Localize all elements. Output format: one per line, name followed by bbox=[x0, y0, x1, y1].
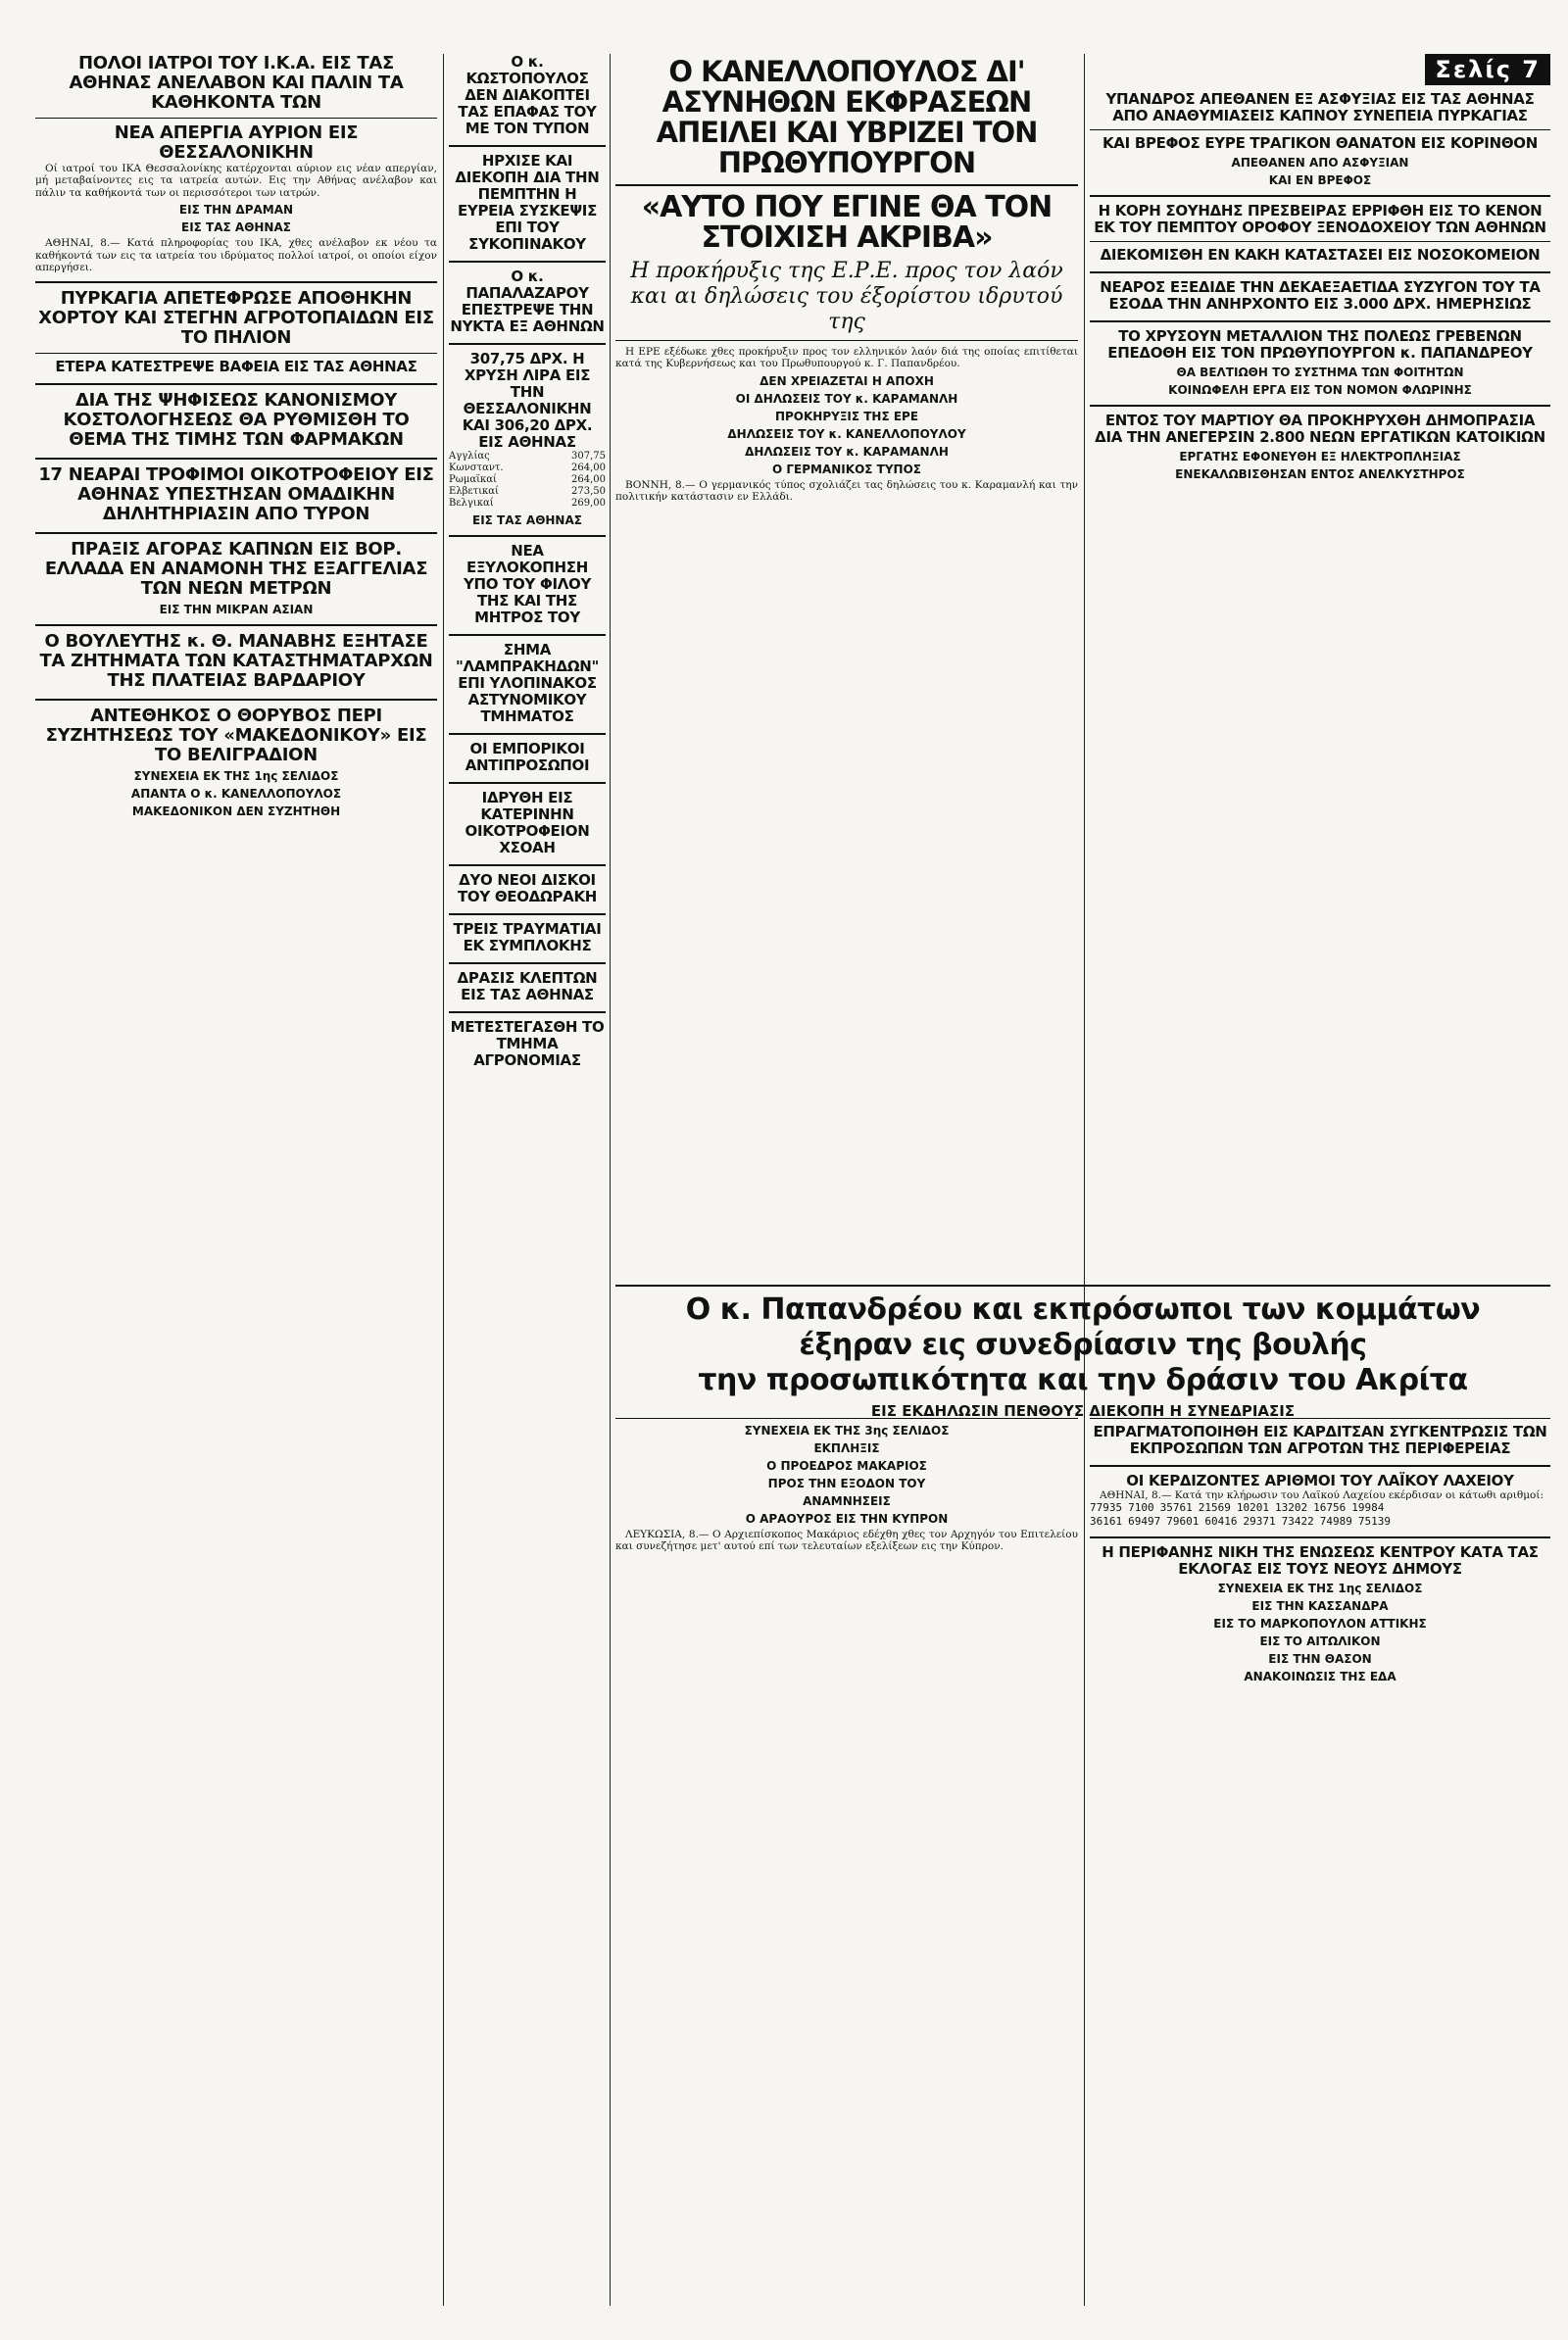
section-heading: ΚΑΙ ΕΝ ΒΡΕΦΟΣ bbox=[1268, 173, 1372, 187]
price-table bbox=[449, 451, 606, 510]
section-heading: ΕΙΣ ΤΟ ΑΙΤΩΛΙΚΟΝ bbox=[1259, 1634, 1381, 1649]
headline: 307,75 ΔΡΧ. Η ΧΡΥΣΗ ΛΙΡΑ ΕΙΣ ΤΗΝ ΘΕΣΣΑΛΟΝΙΚΗΝ ΚΑΙ 306,20 ΔΡΧ. ΕΙΣ ΑΘΗΝΑΣ bbox=[462, 350, 593, 451]
article-text: Οί ιατροί του ΙΚΑ Θεσσαλονίκης κατέρχονται αύριον εις νέαν απεργίαν, μή μεταβαίνοντες εις τα ιατρεία αυτών. Εις την Αθήνας ανέλαβον και πάλιν τα καθήκοντά των οι περισσότεροι των ιατρών. bbox=[35, 163, 437, 199]
headline: Ο κ. ΠΑΠΑΛΑΖΑΡΟΥ ΕΠΕΣΤΡΕΨΕ ΤΗΝ ΝΥΚΤΑ ΕΞ ΑΘΗΝΩΝ bbox=[450, 268, 605, 335]
article-manavis bbox=[35, 632, 437, 691]
article-stabbing bbox=[449, 543, 606, 626]
column-rule bbox=[1084, 54, 1085, 2306]
masthead bbox=[1090, 54, 1550, 85]
subheadline: ΚΑΙ ΒΡΕΦΟΣ ΕΥΡΕ ΤΡΑΓΙΚΟΝ ΘΑΝΑΤΟΝ ΕΙΣ ΚΟΡΙΝΘΟΝ bbox=[1102, 134, 1538, 152]
article-macedonian bbox=[35, 707, 437, 818]
headline: ΠΥΡΚΑΓΙΑ ΑΠΕΤΕΦΡΩΣΕ ΑΠΟΘΗΚΗΝ ΧΟΡΤΟΥ ΚΑΙ ΣΤΕΓΗΝ ΑΓΡΟΤΟΠΑΙΔΩΝ ΕΙΣ ΤΟ ΠΗΛΙΟΝ bbox=[38, 288, 434, 349]
article-injured bbox=[449, 921, 606, 954]
article-text: ΑΘΗΝΑΙ, 8.— Κατά την κλήρωσιν του Λαϊκού Λαχείου εκέρδισαν οι κάτωθι αριθμοί: bbox=[1100, 1489, 1544, 1501]
section-heading: ΠΡΟΣ ΤΗΝ ΕΞΟΔΟΝ ΤΟΥ bbox=[767, 1477, 926, 1490]
section-heading: ΘΑ ΒΕΛΤΙΩΘΗ ΤΟ ΣΥΣΤΗΜΑ ΤΩΝ ΦΟΙΤΗΤΩΝ bbox=[1176, 366, 1464, 379]
section-heading: ΣΥΝΕΧΕΙΑ ΕΚ ΤΗΣ 1ης ΣΕΛΙΔΟΣ bbox=[1217, 1582, 1423, 1596]
kicker: ΕΙΣ ΕΚΔΗΛΩΣΙΝ ΠΕΝΘΟΥΣ ΔΙΕΚΟΠΗ Η ΣΥΝΕΔΡΙΑΣΙΣ bbox=[870, 1402, 1296, 1420]
headline: ΣΗΜΑ "ΛΑΜΠΡΑΚΗΔΩΝ" ΕΠΙ ΥΛΟΠΙΝΑΚΟΣ ΑΣΤΥΝΟΜΙΚΟΥ ΤΜΗΜΑΤΟΣ bbox=[455, 641, 600, 725]
article-grevena-medal bbox=[1090, 328, 1550, 397]
section-heading: ΕΙΣ ΤΑΣ ΑΘΗΝΑΣ bbox=[472, 513, 582, 527]
article-katerini bbox=[449, 790, 606, 856]
article-gold-price bbox=[449, 351, 606, 527]
column-rule bbox=[443, 54, 444, 2306]
article-text: ΛΕΥΚΩΣΙΑ, 8.— Ο Αρχιεπίσκοπος Μακάριος εδέχθη χθες τον Αρχηγόν του Επιτελείου και συνεζήτησε μετ' αυτού επί των τελευταίων εξελίξεων εις την Κύπρον. bbox=[615, 1529, 1078, 1553]
price-row: Βελγικαί 269,00 bbox=[449, 498, 606, 509]
lottery-number: 13202 bbox=[1275, 1501, 1308, 1515]
headline: Η ΠΕΡΙΦΑΝΗΣ ΝΙΚΗ ΤΗΣ ΕΝΩΣΕΩΣ ΚΕΝΤΡΟΥ ΚΑΤΑ ΤΑΣ ΕΚΛΟΓΑΣ ΕΙΣ ΤΟΥΣ ΝΕΟΥΣ ΔΗΜΟΥΣ bbox=[1102, 1543, 1539, 1579]
headline: ΝΕΑΡΟΣ ΕΞΕΔΙΔΕ ΤΗΝ ΔΕΚΑΕΞΑΕΤΙΔΑ ΣΥΖΥΓΟΝ ΤΟΥ ΤΑ ΕΣΟΔΑ ΤΗΝ ΑΝΗΡΧΟΝΤΟ ΕΙΣ 3.000 ΔΡΧ. ΗΜΕΡΗΣΙΩΣ bbox=[1100, 278, 1541, 313]
price-row: Κωνσταντ. 264,00 bbox=[449, 463, 606, 473]
lottery-numbers bbox=[1090, 1501, 1550, 1529]
lottery-number: 69497 bbox=[1128, 1515, 1161, 1529]
section-heading: ΚΟΙΝΩΦΕΛΗ ΕΡΓΑ ΕΙΣ ΤΟΝ ΝΟΜΟΝ ΦΛΩΡΙΝΗΣ bbox=[1168, 383, 1472, 397]
headline: ΤΡΕΙΣ ΤΡΑΥΜΑΤΙΑΙ ΕΚ ΣΥΜΠΛΟΚΗΣ bbox=[453, 920, 602, 954]
article-text: ΒΟΝΝΗ, 8.— Ο γερμανικός τύπος σχολιάζει τας δηλώσεις του κ. Καραμανλή και την πολιτικήν κατάστασιν εν Ελλάδι. bbox=[615, 478, 1078, 504]
lottery-number: 36161 bbox=[1090, 1515, 1123, 1529]
headline: Ο ΒΟΥΛΕΥΤΗΣ κ. Θ. ΜΑΝΑΒΗΣ ΕΞΗΤΑΣΕ ΤΑ ΖΗΤΗΜΑΤΑ ΤΩΝ ΚΑΤΑΣΤΗΜΑΤΑΡΧΩΝ ΤΗΣ ΠΛΑΤΕΙΑΣ ΒΑΡΔΑΡΙΟΥ bbox=[39, 631, 433, 692]
lead-quote: «ΑΥΤΟ ΠΟΥ ΕΓΙΝΕ ΘΑ ΤΟΝ ΣΤΟΙΧΙΣΗ ΑΚΡΙΒΑ» bbox=[641, 190, 1053, 255]
article-ambassador-daughter bbox=[1090, 203, 1550, 264]
headline: ΕΝΤΟΣ ΤΟΥ ΜΑΡΤΙΟΥ ΘΑ ΠΡΟΚΗΡΥΧΘΗ ΔΗΜΟΠΡΑΣΙΑ ΔΙΑ ΤΗΝ ΑΝΕΓΕΡΣΙΝ 2.800 ΝΕΩΝ ΕΡΓΑΤΙΚΩΝ ΚΑΤΟΙΚΙΩΝ bbox=[1095, 412, 1545, 446]
headline: ΗΡΧΙΣΕ ΚΑΙ ΔΙΕΚΟΠΗ ΔΙΑ ΤΗΝ ΠΕΜΠΤΗΝ Η ΕΥΡΕΙΑ ΣΥΣΚΕΨΙΣ ΕΠΙ ΤΟΥ ΣΥΚΟΠΙΝΑΚΟΥ bbox=[455, 152, 600, 253]
article-worker-housing bbox=[1090, 413, 1550, 481]
section-heading: ΕΙΣ ΤΟ ΜΑΡΚΟΠΟΥΛΟΝ ΑΤΤΙΚΗΣ bbox=[1213, 1617, 1427, 1632]
lottery-number: 60416 bbox=[1204, 1515, 1238, 1529]
headline: ΝΕΑ ΕΞΥΛΟΚΟΠΗΣΗ ΥΠΟ ΤΟΥ ΦΙΛΟΥ ΤΗΣ ΚΑΙ ΤΗΣ ΜΗΤΡΟΣ ΤΟΥ bbox=[463, 542, 592, 626]
section-heading: ΕΙΣ ΤΗΝ ΔΡΑΜΑΝ bbox=[178, 203, 294, 218]
section-heading: ΜΑΚΕΔΟΝΙΚΟΝ ΔΕΝ ΣΥΖΗΤΗΘΗ bbox=[131, 804, 341, 819]
article-ika-doctors bbox=[35, 54, 437, 273]
column-4 bbox=[1090, 54, 1550, 489]
lottery-number: 74989 bbox=[1319, 1515, 1352, 1529]
article-commercial-reps bbox=[449, 741, 606, 774]
lottery-number: 77935 bbox=[1090, 1501, 1123, 1515]
section-heading: ΑΠΑΝΤΑ Ο κ. ΚΑΝΕΛΛΟΠΟΥΛΟΣ bbox=[130, 787, 342, 802]
headline: 17 ΝΕΑΡΑΙ ΤΡΟΦΙΜΟΙ ΟΙΚΟΤΡΟΦΕΙΟΥ ΕΙΣ ΑΘΗΝΑΣ ΥΠΕΣΤΗΣΑΝ ΟΜΑΔΙΚΗΝ ΔΗΛΗΤΗΡΙΑΣΙΝ ΑΠΟ ΤΥΡΟΝ bbox=[38, 464, 434, 525]
akritas-body bbox=[615, 1413, 1078, 1553]
column-4-lower bbox=[1090, 1413, 1550, 1691]
headline: ΠΟΛΟΙ ΙΑΤΡΟΙ ΤΟΥ Ι.Κ.Α. ΕΙΣ ΤΑΣ ΑΘΗΝΑΣ ΑΝΕΛΑΒΟΝ ΚΑΙ ΠΑΛΙΝ ΤΑ ΚΑΘΗΚΟΝΤΑ ΤΩΝ bbox=[69, 53, 404, 113]
section-heading: ΑΝΑΚΟΙΝΩΣΙΣ ΤΗΣ ΕΔΑ bbox=[1244, 1670, 1396, 1684]
article-center-union bbox=[1090, 1544, 1550, 1683]
article-young-man bbox=[1090, 279, 1550, 313]
headline: ΔΥΟ ΝΕΟΙ ΔΙΣΚΟΙ ΤΟΥ ΘΕΟΔΩΡΑΚΗ bbox=[457, 871, 598, 905]
column-1 bbox=[35, 54, 437, 826]
section-heading: ΕΙΣ ΤΗΝ ΜΙΚΡΑΝ ΑΣΙΑΝ bbox=[159, 603, 314, 617]
headline-line: την προσωπικότητα και την δράσιν του Ακρίτα bbox=[698, 1363, 1468, 1397]
article-text: ΑΘΗΝΑΙ, 8.— Κατά πληροφορίας του ΙΚΑ, χθες ανέλαβον εκ νέου τα καθήκοντά των εις τα ιατρεία του ιδρύματος πολλοί ιατροί, οι οποίοι είχον απεργήσει. bbox=[35, 237, 437, 274]
headline: ΜΕΤΕΣΤΕΓΑΣΘΗ ΤΟ ΤΜΗΜΑ ΑΓΡΟΝΟΜΙΑΣ bbox=[450, 1018, 605, 1069]
headline: ΔΡΑΣΙΣ ΚΛΕΠΤΩΝ ΕΙΣ ΤΑΣ ΑΘΗΝΑΣ bbox=[457, 969, 598, 1003]
headline: ΙΔΡΥΘΗ ΕΙΣ ΚΑΤΕΡΙΝΗΝ ΟΙΚΟΤΡΟΦΕΙΟΝ ΧΣΟΑΗ bbox=[465, 789, 590, 856]
subheadline: ΝΕΑ ΑΠΕΡΓΙΑ ΑΥΡΙΟΝ ΕΙΣ ΘΕΣΣΑΛΟΝΙΚΗΝ bbox=[114, 122, 359, 163]
price-row: Ελβετικαί 273,50 bbox=[449, 486, 606, 497]
lottery-number: 29371 bbox=[1243, 1515, 1276, 1529]
headline: ΠΡΑΞΙΣ ΑΓΟΡΑΣ ΚΑΠΝΩΝ ΕΙΣ ΒΟΡ. ΕΛΛΑΔΑ ΕΝ ΑΝΑΜΟΝΗ ΤΗΣ ΕΞΑΓΓΕΛΙΑΣ ΤΩΝ ΝΕΩΝ ΜΕΤΡΩΝ bbox=[44, 539, 428, 600]
section-heading: ΟΙ ΔΗΛΩΣΕΙΣ ΤΟΥ κ. ΚΑΡΑΜΑΝΛΗ bbox=[735, 391, 958, 406]
headline: ΑΝΤΕΘΗΚΟΣ Ο ΘΟΡΥΒΟΣ ΠΕΡΙ ΣΥΖΗΤΗΣΕΩΣ ΤΟΥ «ΜΑΚΕΔΟΝΙΚΟΥ» ΕΙΣ ΤΟ ΒΕΛΙΓΡΑΔΙΟΝ bbox=[45, 706, 427, 766]
article-papalazarou bbox=[449, 268, 606, 335]
section-heading: ΕΡΓΑΤΗΣ ΕΦΟΝΕΥΘΗ ΕΞ ΗΛΕΚΤΡΟΠΛΗΞΙΑΣ bbox=[1179, 450, 1461, 463]
section-heading: Ο ΓΕΡΜΑΝΙΚΟΣ ΤΥΠΟΣ bbox=[772, 462, 921, 476]
headline: Ο κ. ΚΩΣΤΟΠΟΥΛΟΣ ΔΕΝ ΔΙΑΚΟΠΤΕΙ ΤΑΣ ΕΠΑΦΑΣ ΤΟΥ ΜΕ ΤΟΝ ΤΥΠΟΝ bbox=[458, 53, 597, 137]
article-lambrakides bbox=[449, 642, 606, 725]
lead-subheadline: Η προκήρυξις της Ε.Ρ.Ε. προς τον λαόν και αι δηλώσεις του έξορίστου ιδρυτού της bbox=[630, 259, 1063, 334]
lottery-number: 35761 bbox=[1159, 1501, 1193, 1515]
subheadline: ΔΙΕΚΟΜΙΣΘΗ ΕΝ ΚΑΚΗ ΚΑΤΑΣΤΑΣΕΙ ΕΙΣ ΝΟΣΟΚΟΜΕΙΟΝ bbox=[1100, 246, 1541, 264]
headline: Η ΚΟΡΗ ΣΟΥΗΔΗΣ ΠΡΕΣΒΕΙΡΑΣ ΕΡΡΙΦΘΗ ΕΙΣ ΤΟ ΚΕΝΟΝ ΕΚ ΤΟΥ ΠΕΜΠΤΟΥ ΟΡΟΦΟΥ ΞΕΝΟΔΟΧΕΙΟΥ ΤΩΝ ΑΘΗΝΩΝ bbox=[1094, 202, 1546, 236]
lottery-number: 79601 bbox=[1166, 1515, 1200, 1529]
headline: ΕΠΡΑΓΜΑΤΟΠΟΙΗΘΗ ΕΙΣ ΚΑΡΔΙΤΣΑΝ ΣΥΓΚΕΝΤΡΩΣΙΣ ΤΩΝ ΕΚΠΡΟΣΩΠΩΝ ΤΩΝ ΑΓΡΟΤΩΝ ΤΗΣ ΠΕΡΙΦΕΡΕΙΑΣ bbox=[1093, 1423, 1547, 1457]
headline-line: έξηραν εις συνεδρίασιν της βουλής bbox=[799, 1328, 1367, 1362]
lottery-number: 19984 bbox=[1351, 1501, 1385, 1515]
column-2 bbox=[449, 54, 606, 1077]
subheadline: ΕΤΕΡΑ ΚΑΤΕΣΤΡΕΨΕ ΒΑΦΕΙΑ ΕΙΣ ΤΑΣ ΑΘΗΝΑΣ bbox=[55, 358, 417, 376]
section-heading: ΕΚΠΛΗΞΙΣ bbox=[813, 1441, 880, 1455]
lottery-number: 21569 bbox=[1198, 1501, 1231, 1515]
article-meeting bbox=[449, 153, 606, 253]
article-theodorakis bbox=[449, 872, 606, 905]
page-number: Σελίς 7 bbox=[1425, 54, 1550, 85]
lottery-number: 16756 bbox=[1313, 1501, 1347, 1515]
article-karditsa bbox=[1090, 1424, 1550, 1457]
section-heading: ΕΝΕΚΑΛΩΒΙΣΘΗΣΑΝ ΕΝΤΟΣ ΑΝΕΛΚΥΣΤΗΡΟΣ bbox=[1175, 467, 1465, 481]
article-tobacco bbox=[35, 540, 437, 616]
section-heading: ΑΝΑΜΝΗΣΕΙΣ bbox=[803, 1494, 891, 1508]
section-heading: ΔΗΛΩΣΕΙΣ ΤΟΥ κ. ΚΑΡΑΜΑΝΛΗ bbox=[745, 444, 949, 459]
lottery-number: 7100 bbox=[1128, 1501, 1154, 1515]
section-heading: ΕΙΣ ΤΗΝ ΚΑΣΣΑΝΔΡΑ bbox=[1251, 1599, 1389, 1614]
article-asphyxia bbox=[1090, 91, 1550, 187]
headline: ΟΙ ΕΜΠΟΡΙΚΟΙ ΑΝΤΙΠΡΟΣΩΠΟΙ bbox=[465, 740, 590, 774]
article-fire-pelion bbox=[35, 289, 437, 375]
lottery-number: 75139 bbox=[1357, 1515, 1391, 1529]
article-agronomy bbox=[449, 1019, 606, 1069]
article-poisoning bbox=[35, 465, 437, 524]
article-lottery bbox=[1090, 1473, 1550, 1529]
article-kostopoulos bbox=[449, 54, 606, 137]
headline: ΥΠΑΝΔΡΟΣ ΑΠΕΘΑΝΕΝ ΕΞ ΑΣΦΥΞΙΑΣ ΕΙΣ ΤΑΣ ΑΘΗΝΑΣ ΑΠΟ ΑΝΑΘΥΜΙΑΣΕΙΣ ΚΑΠΝΟΥ ΣΥΝΕΠΕΙΑ ΠΥΡΚΑΓΙΑΣ bbox=[1105, 90, 1535, 124]
column-rule bbox=[610, 54, 611, 2306]
akritas-story bbox=[615, 1279, 1550, 1420]
section-heading: ΑΠΕΘΑΝΕΝ ΑΠΟ ΑΣΦΥΞΙΑΝ bbox=[1231, 156, 1409, 170]
article-text: Η ΕΡΕ εξέδωκε χθες προκήρυξιν προς τον ελληνικόν λαόν διά της οποίας επιτίθεται κατά της Κυβερνήσεως και του Πρωθυπουργού κ. Γ. Παπανδρέου. bbox=[615, 346, 1078, 370]
headline: ΟΙ ΚΕΡΔΙΖΟΝΤΕΣ ΑΡΙΘΜΟΙ ΤΟΥ ΛΑΪΚΟΥ ΛΑΧΕΙΟΥ bbox=[1126, 1472, 1514, 1489]
section-heading: ΕΙΣ ΤΗΝ ΘΑΣΟΝ bbox=[1268, 1652, 1372, 1667]
headline: ΔΙΑ ΤΗΣ ΨΗΦΙΣΕΩΣ ΚΑΝΟΝΙΣΜΟΥ ΚΟΣΤΟΛΟΓΗΣΕΩΣ ΘΑ ΡΥΘΜΙΣΘΗ ΤΟ ΘΕΜΑ ΤΗΣ ΤΙΜΗΣ ΤΩΝ ΦΑΡΜΑΚΩΝ bbox=[63, 390, 410, 451]
article-thieves bbox=[449, 970, 606, 1003]
article-medicine-prices bbox=[35, 391, 437, 450]
lottery-number: 73422 bbox=[1281, 1515, 1314, 1529]
section-heading: ΣΥΝΕΧΕΙΑ ΕΚ ΤΗΣ 1ης ΣΕΛΙΔΟΣ bbox=[133, 769, 339, 784]
section-heading: ΔΕΝ ΧΡΕΙΑΖΕΤΑΙ Η ΑΠΟΧΗ bbox=[760, 373, 934, 388]
headline: ΤΟ ΧΡΥΣΟΥΝ ΜΕΤΑΛΛΙΟΝ ΤΗΣ ΠΟΛΕΩΣ ΓΡΕΒΕΝΩΝ ΕΠΕΔΟΘΗ ΕΙΣ ΤΟΝ ΠΡΩΘΥΠΟΥΡΓΟΝ κ. ΠΑΠΑΝΔΡΕΟΥ bbox=[1107, 327, 1533, 362]
section-heading: ΕΙΣ ΤΑΣ ΑΘΗΝΑΣ bbox=[181, 220, 291, 235]
section-heading: Ο ΠΡΟΕΔΡΟΣ ΜΑΚΑΡΙΟΣ bbox=[766, 1459, 927, 1473]
section-heading: ΔΗΛΩΣΕΙΣ ΤΟΥ κ. ΚΑΝΕΛΛΟΠΟΥΛΟΥ bbox=[727, 426, 966, 441]
price-row: Ρωμαϊκαί 264,00 bbox=[449, 474, 606, 485]
section-heading: ΣΥΝΕΧΕΙΑ ΕΚ ΤΗΣ 3ης ΣΕΛΙΔΟΣ bbox=[744, 1424, 950, 1438]
section-heading: Ο ΑΡΑΟΥΡΟΣ ΕΙΣ ΤΗΝ ΚΥΠΡΟΝ bbox=[745, 1512, 949, 1526]
section-heading: ΠΡΟΚΗΡΥΞΙΣ ΤΗΣ ΕΡΕ bbox=[774, 409, 919, 423]
price-row: Αγγλίας 307,75 bbox=[449, 451, 606, 462]
lead-headline: Ο ΚΑΝΕΛΛΟΠΟΥΛΟΣ ΔΙ' ΑΣΥΝΗΘΩΝ ΕΚΦΡΑΣΕΩΝ ΑΠΕΙΛΕΙ ΚΑΙ ΥΒΡΙΖΕΙ ΤΟΝ ΠΡΩΘΥΠΟΥΡΓΟΝ bbox=[656, 55, 1038, 179]
headline-line: Ο κ. Παπανδρέου και εκπρόσωποι των κομμάτων bbox=[685, 1292, 1481, 1327]
lead-story bbox=[615, 57, 1078, 504]
lottery-number: 10201 bbox=[1236, 1501, 1269, 1515]
